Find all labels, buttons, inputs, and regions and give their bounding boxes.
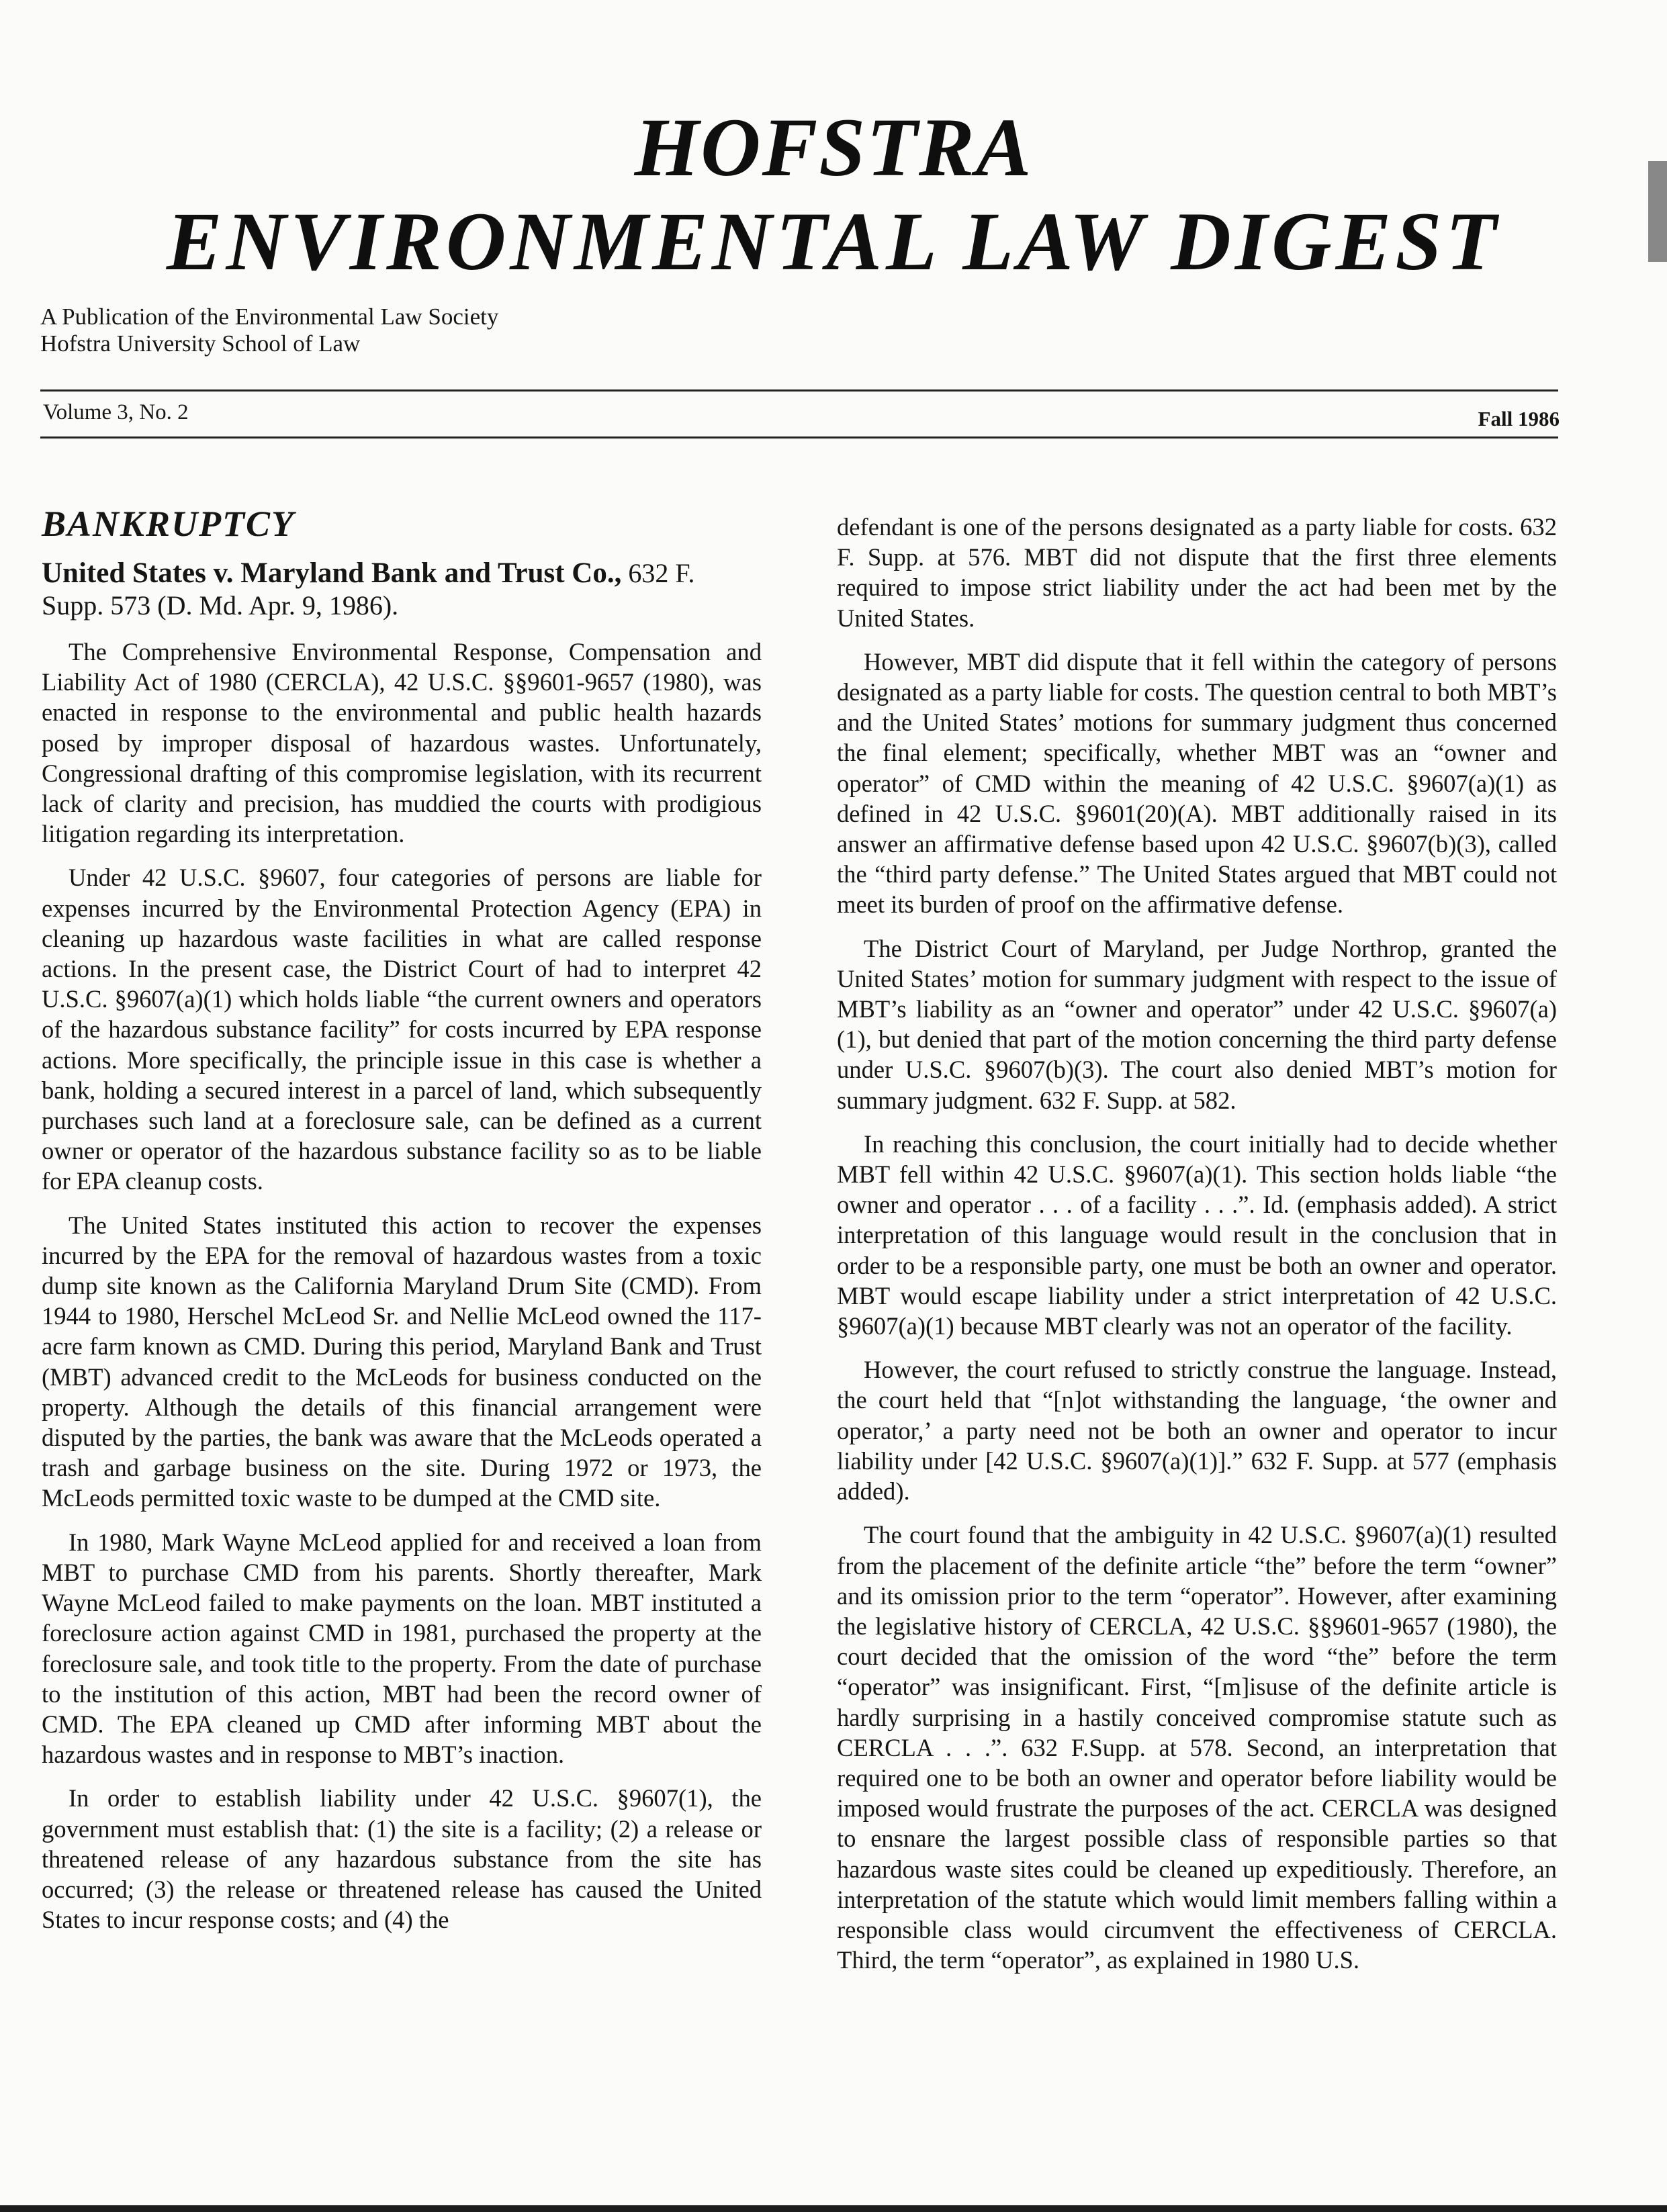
masthead-title-line-1: HOFSTRA [634,101,1033,193]
scan-bottom-edge [0,2205,1667,2212]
paragraph: In order to establish liability under 42 U.S.C. §9607(1), the government must establish that: (1) the site is a facility; (2) a release or threatened release of any hazardous substance from the site has occurred; (3) the release or threatened release has caused the United States to incur response costs; and (4) the [42,1784,762,1934]
header-rule-top [40,389,1558,391]
masthead [0,101,1667,289]
issue-date: Fall 1986 [1478,407,1560,430]
paragraph: However, the court refused to strictly construe the language. Instead, the court held that “[n]ot withstanding the language, ‘the owner and operator,’ a party need not be both an owner and operator to incur liability under [42 U.S.C. §9607(a)(1)].” 632 F. Supp. at 577 (emphasis added). [837,1356,1557,1506]
section-heading: BANKRUPTCY [42,504,296,544]
paragraph: In reaching this conclusion, the court initially had to decide whether MBT fell within 42 U.S.C. §9607(a)(1). This section holds liable “the owner and operator . . . of a facility . . .”. Id. (emphasis added). A strict interpretation of this language would result in the conclusion that in order to be a responsible party, one must be both an owner and operator. MBT would escape liability under a strict interpretation of 42 U.S.C. §9607(a)(1) because MBT clearly was not an operator of the facility. [837,1130,1557,1340]
left-column [42,502,762,1948]
case-citation: 632 F. Supp. 573 (D. Md. Apr. 9, 1986). [42,558,695,620]
paragraph: The District Court of Maryland, per Judge Northrop, granted the United States’ motion for summary judgment with respect to the issue of MBT’s liability as an “owner and operator” under 42 U.S.C. §9607(a)(1), but denied that part of the motion concerning the third party defense under U.S.C. §9607(b)(3). The court also denied MBT’s motion for summary judgment. 632 F. Supp. at 582. [837,934,1557,1114]
paragraph: The court found that the ambiguity in 42 U.S.C. §9607(a)(1) resulted from the placement of the definite article “the” before the term “owner” and its omission prior to the term “operator”. However, after examining the legislative history of CERCLA, 42 U.S.C. §§9601-9657 (1980), the court decided that the omission of the word “the” before the term “operator” was insignificant. First, “[m]isuse of the definite article is hardly surprising in a hastily conceived compromise statute such as CERCLA . . .”. 632 F.Supp. at 578. Second, an interpretation that required one to be both an owner and operator before liability would be imposed would frustrate the purposes of the act. CERCLA was designed to ensnare the largest possible class of responsible parties so that hazardous waste sites could be cleaned up expeditiously. Therefore, an interpretation of the statute which would limit members falling within a responsible class would circumvent the effectiveness of CERCLA. Third, the term “operator”, as explained in 1980 U.S. [837,1521,1557,1974]
right-column [837,512,1557,1988]
paragraph-continued: defendant is one of the persons designated as a party liable for costs. 632 F. Supp. at 576. MBT did not dispute that the first three elements required to impose strict liability under the act had been met by the United States. [837,513,1557,632]
paragraph: Under 42 U.S.C. §9607, four categories of persons are liable for expenses incurred by the Environmental Protection Agency (EPA) in cleaning up hazardous waste facilities in what are called response actions. In the present case, the District Court of had to interpret 42 U.S.C. §9607(a)(1) which holds liable “the current owners and operators of the hazardous substance facility” for costs incurred by EPA response actions. More specifically, the principle issue in this case is whether a bank, holding a secured interest in a parcel of land, which subsequently purchases such land at a foreclosure sale, can be defined as a current owner or operator of the hazardous substance facility so as to be liable for EPA cleanup costs. [42,864,762,1195]
volume-number: Volume 3, No. 2 [43,400,189,424]
paragraph: In 1980, Mark Wayne McLeod applied for and received a loan from MBT to purchase CMD from his parents. Shortly thereafter, Mark Wayne McLeod failed to make payments on the loan. MBT instituted a foreclosure action against CMD in 1981, purchased the property at the foreclosure sale, and took title to the property. From the date of purchase to the institution of this action, MBT had been the record owner of CMD. The EPA cleaned up CMD after informing MBT about the hazardous wastes and in response to MBT’s inaction. [42,1528,762,1769]
case-name: United States v. Maryland Bank and Trust Co., [42,557,622,589]
masthead-title-line-2: ENVIRONMENTAL LAW DIGEST [166,195,1501,287]
publisher-line: A Publication of the Environmental Law Society [40,304,499,330]
case-title [42,557,762,622]
publication-info [40,304,498,357]
paragraph: The United States instituted this action to recover the expenses incurred by the EPA for the removal of hazardous wastes from a toxic dump site known as the California Maryland Drum Site (CMD). From 1944 to 1980, Herschel McLeod Sr. and Nellie McLeod owned the 117-acre farm known as CMD. During this period, Maryland Bank and Trust (MBT) advanced credit to the McLeods for business conducted on the property. Although the details of this financial arrangement were disputed by the parties, the bank was aware that the McLeods operated a trash and garbage business on the site. During 1972 or 1973, the McLeods permitted toxic waste to be dumped at the CMD site. [42,1211,762,1512]
scan-edge-mark [1648,161,1667,262]
paragraph: However, MBT did dispute that it fell within the category of persons designated as a party liable for costs. The question central to both MBT’s and the United States’ motions for summary judgment thus concerned the final element; specifically, whether MBT was an “owner and operator” of CMD within the meaning of 42 U.S.C. §9607(a)(1) as defined in 42 U.S.C. §9601(20)(A). MBT additionally raised in its answer an affirmative defense based upon 42 U.S.C. §9607(b)(3), called the “third party defense.” The United States argued that MBT could not meet its burden of proof on the affirmative defense. [837,647,1557,919]
school-line: Hofstra University School of Law [40,330,361,357]
paragraph: The Comprehensive Environmental Response, Compensation and Liability Act of 1980 (CERCLA), 42 U.S.C. §§9601-9657 (1980), was enacted in response to the environmental and public health hazards posed by improper disposal of hazardous wastes. Unfortunately, Congressional drafting of this compromise legislation, with its recurrent lack of clarity and precision, has muddied the courts with prodigious litigation regarding its interpretation. [42,638,762,848]
header-rule-bottom [40,436,1558,439]
